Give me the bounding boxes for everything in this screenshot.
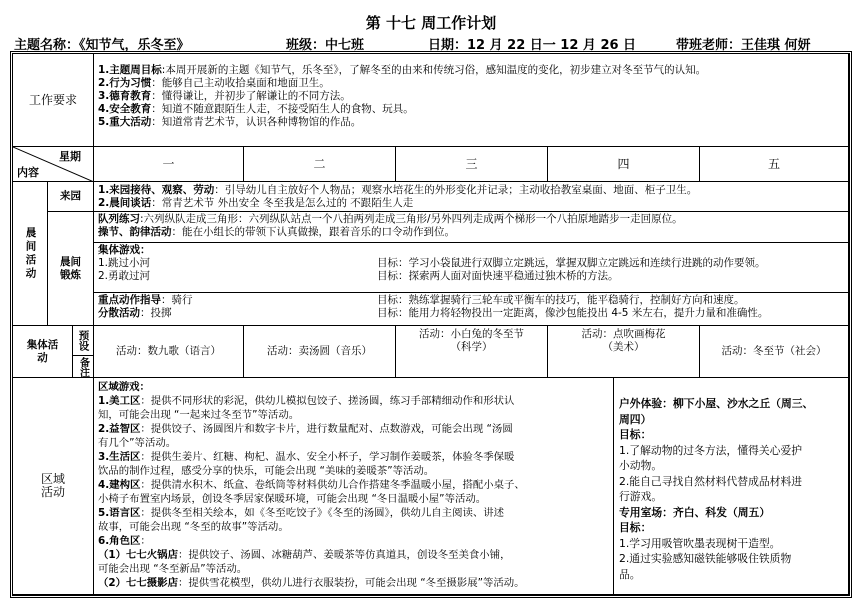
collective-games: 集体游戏： 1.跳过小河 2.勇敢过河 目标：学习小袋鼠进行双脚立定跳远，掌握双脚立定跳远和连续行进跳的动作要领。 目标：探索两人面对面快速平稳通过独木桥的方法。 [94,243,849,293]
area-games: 区域游戏： 1.美工区：提供不同形状的彩泥，供幼儿模拟包饺子、搓汤圆，练习手部精细动作和形状认 知，可能会出现 “一起来过冬至节”等活动。 2.益智区：提供饺子、汤圆图片和数字卡片，进行数量配对、点数游戏，可能会出现 “汤圆 有几个”等活动。 3.生活区：提供生姜片、红糖、枸杞、温水、安全小杯子，学习制作姜暖茶，体验冬季保暖 饮品的制作过程，感受分享的快乐，可能会出现 “美味的姜暖茶”等活动。 4.建构区：提供清水积木、纸盒、卷纸筒等材料供幼儿合作搭建冬季温暖小屋，搭配小桌子、 小椅子布置室内场景，创设冬季居家保暖环境，可能会出现 “冬日温暖小屋”等活动。 5.语言区：提供冬至相关绘本，如《冬至吃饺子》《冬至的汤圆》，供幼儿自主阅读、讲述 故事，可能会出现 “冬至的故事”等活动。 6.角色区： （1）七七火锅店：提供饺子、汤圆、冰糖葫芦、姜暖茶等仿真道具，创设冬至美食小铺， 可能会出现 “冬至新品”等活动。 （2）七七摄影店：提供雪花模型，供幼儿进行衣服装扮，可能会出现 “冬至摄影展”等活动。 [94,378,614,595]
arrival-label: 来园 [48,182,94,212]
requirement-item: 2.行为习惯：能够自己主动收拾桌面和地面卫生。 [98,77,330,89]
outdoor-experience: 户外体验：柳下小屋、沙水之丘（周三、 周四） 目标： 1.了解动物的过冬方法，懂得关心爱护 小动物。 2.能自己寻找自然材料代替成品材料进 行游戏。 专用室场：齐白、科发（周五） 目标： 1.学习用吸管吹墨表现树干造型。 2.通过实验感知磁铁能够吸住铁质物 品。 [614,378,849,595]
requirement-item: 5.重大活动：知道常青艺术节，认识各种博物馆的作品。 [98,116,362,128]
day-thursday: 四 [548,147,700,182]
day-friday: 五 [700,147,849,182]
date-range: 日期：12 月 22 日一 12 月 26 日 [428,38,637,53]
teachers: 带班老师：王佳琪 何妍 [676,38,811,53]
day-wednesday: 三 [396,147,548,182]
focus-goal: 目标：熟练掌握骑行三轮车或平衡车的技巧，能平稳骑行，控制好方向和速度。 [377,294,745,306]
arrival-content: 1.来园接待、观察、劳动：引导幼儿自主放好个人物品；观察水培花生的外形变化并记录；主动收拾教室桌面、地面、柜子卫生。 2.晨间谈话：常青艺术节 外出安全 冬至我是怎么过的 不跟陌生人走 [94,182,849,212]
area-label: 区域活动 [13,378,94,595]
focus-activities: 重点动作指导：骑行 分散活动：投掷 目标：熟练掌握骑行三轮车或平衡车的技巧，能平稳骑行，控制好方向和速度。 目标：能用力将轻物投出一定距离，像沙包能投出 4-5 米左右，提升力量和准确性。 [94,293,849,326]
formation-practice: 队列练习:六列纵队走成三角形：六列纵队站点一个八拍两列走成三角形/另外四列走成两个梯形一个八拍原地踏步一走回原位。 操节、韵律活动：能在小组长的带领下认真做操，跟着音乐的口令动作到位。 [94,212,849,243]
morning-label: 晨间活动 [13,182,48,326]
requirement-item: 4.安全教育：知道不随意跟陌生人走，不接受陌生人的食物、玩具。 [98,103,414,115]
plan-table [10,51,852,598]
requirement-item: 3.德育教育：懂得谦让，并初步了解谦让的不同方法。 [98,90,351,102]
requirements-label: 工作要求 [13,54,94,147]
requirements-content [94,54,849,147]
exercise-label: 晨间锻炼 [48,212,94,326]
xingqi-label: 星期 [59,150,81,163]
activity-wednesday: 活动：小白兔的冬至节 （科学） [396,326,548,378]
neirong-label: 内容 [17,166,39,179]
page-title: 第 十七 周工作计划 [365,14,497,32]
preset-label: 预设 [73,326,94,356]
game-goal: 目标：学习小袋鼠进行双脚立定跳远，掌握双脚立定跳远和连续行进跳的动作要领。 [377,257,766,269]
game-item: 2.勇敢过河 [98,270,151,282]
class-name: 班级：中七班 [286,38,365,53]
game-item: 1.跳过小河 [98,257,151,269]
requirement-item: 1.主题周目标:本周开展新的主题《知节气，乐冬至》，了解冬至的由来和传统习俗，感知温度的变化，初步建立对冬至节气的认知。 [98,64,707,76]
activity-monday: 活动：数九歌（语言） [94,326,244,378]
game-goal: 目标：探索两人面对面快速平稳通过独木桥的方法。 [377,270,619,282]
activity-friday: 活动：冬至节（社会） [700,326,849,378]
day-monday: 一 [94,147,244,182]
weekday-corner [13,147,94,182]
collective-label: 集体活动 [13,326,73,378]
activity-thursday: 活动：点吹画梅花 （美术） [548,326,700,378]
group-goal: 目标：能用力将轻物投出一定距离，像沙包能投出 4-5 米左右，提升力量和准确性。 [377,307,769,319]
theme-name: 主题名称：《知节气，乐冬至》 [14,38,190,53]
notes-label: 备注 [73,356,94,378]
activity-tuesday: 活动：卖汤圆（音乐） [244,326,396,378]
day-tuesday: 二 [244,147,396,182]
